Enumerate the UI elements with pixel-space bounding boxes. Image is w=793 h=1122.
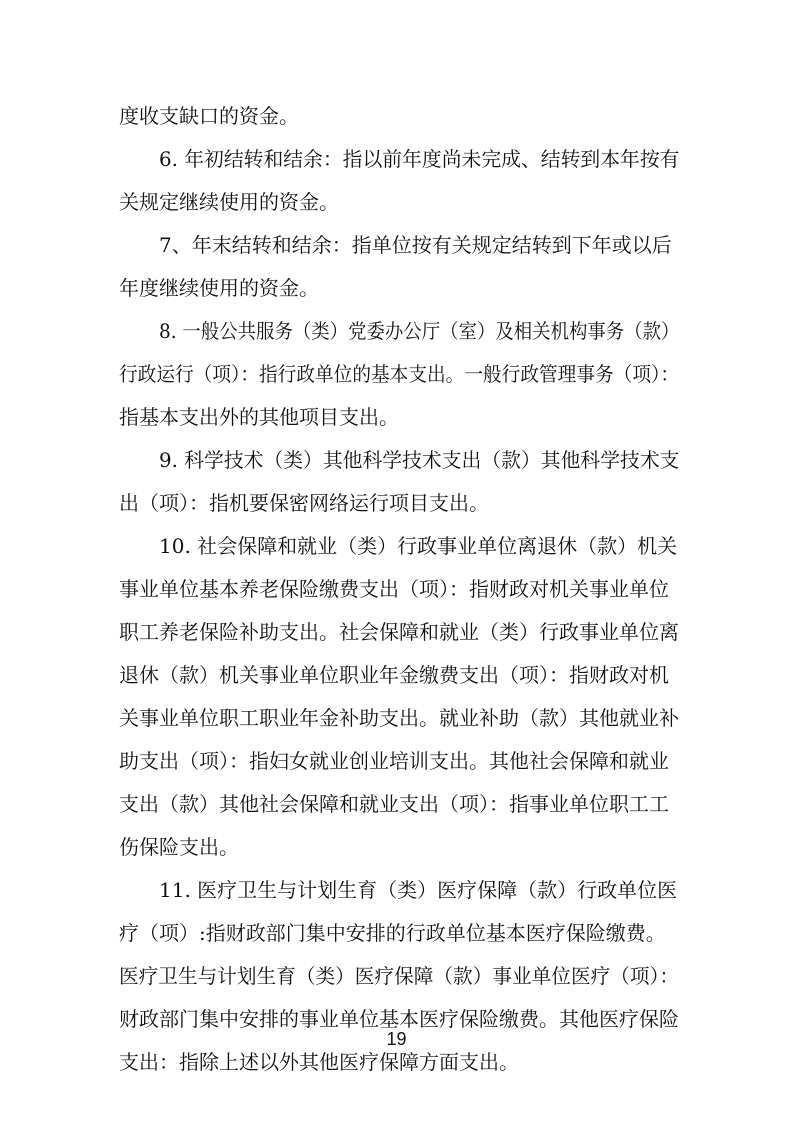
text-line: 退休（款）机关事业单位职业年金缴费支出（项）：指财政对机	[119, 663, 669, 687]
text-line: 出（项）：指机要保密网络运行项目支出。	[119, 491, 489, 515]
text-line: 指基本支出外的其他项目支出。	[119, 405, 399, 429]
text-line: 伤保险支出。	[119, 835, 239, 859]
text-line: 7、年末结转和结余：指单位按有关规定结转到下年或以后	[159, 233, 672, 257]
page-number: 19	[386, 1029, 407, 1049]
text-line: 年度继续使用的资金。	[119, 276, 319, 300]
text-line: 支出：指除上述以外其他医疗保障方面支出。	[119, 1050, 519, 1074]
text-line: 11. 医疗卫生与计划生育（类）医疗保障（款）行政单位医	[159, 878, 678, 902]
text-line: 关事业单位职工职业年金补助支出。就业补助（款）其他就业补	[119, 706, 679, 730]
text-line: 8. 一般公共服务（类）党委办公厅（室）及相关机构事务（款）	[159, 319, 680, 343]
text-line: 9. 科学技术（类）其他科学技术支出（款）其他科学技术支	[159, 448, 680, 472]
text-line: 职工养老保险补助支出。社会保障和就业（类）行政事业单位离	[119, 620, 679, 644]
text-line: 疗（项）:指财政部门集中安排的行政单位基本医疗保险缴费。	[119, 921, 666, 945]
text-line: 关规定继续使用的资金。	[119, 190, 339, 214]
text-line: 行政运行（项）：指行政单位的基本支出。一般行政管理事务（项）：	[119, 362, 679, 386]
text-line: 6. 年初结转和结余：指以前年度尚未完成、结转到本年按有	[159, 147, 680, 171]
text-line: 财政部门集中安排的事业单位基本医疗保险缴费。其他医疗保险	[119, 1007, 679, 1031]
text-line: 助支出（项）：指妇女就业创业培训支出。其他社会保障和就业	[119, 749, 669, 773]
text-line: 度收支缺口的资金。	[119, 104, 299, 128]
text-line: 事业单位基本养老保险缴费支出（项）：指财政对机关事业单位	[119, 577, 669, 601]
text-line: 10. 社会保障和就业（类）行政事业单位离退休（款）机关	[159, 534, 678, 558]
text-line: 支出（款）其他社会保障和就业支出（项）：指事业单位职工工	[119, 792, 669, 816]
text-line: 医疗卫生与计划生育（类）医疗保障（款）事业单位医疗（项）：	[119, 964, 680, 988]
